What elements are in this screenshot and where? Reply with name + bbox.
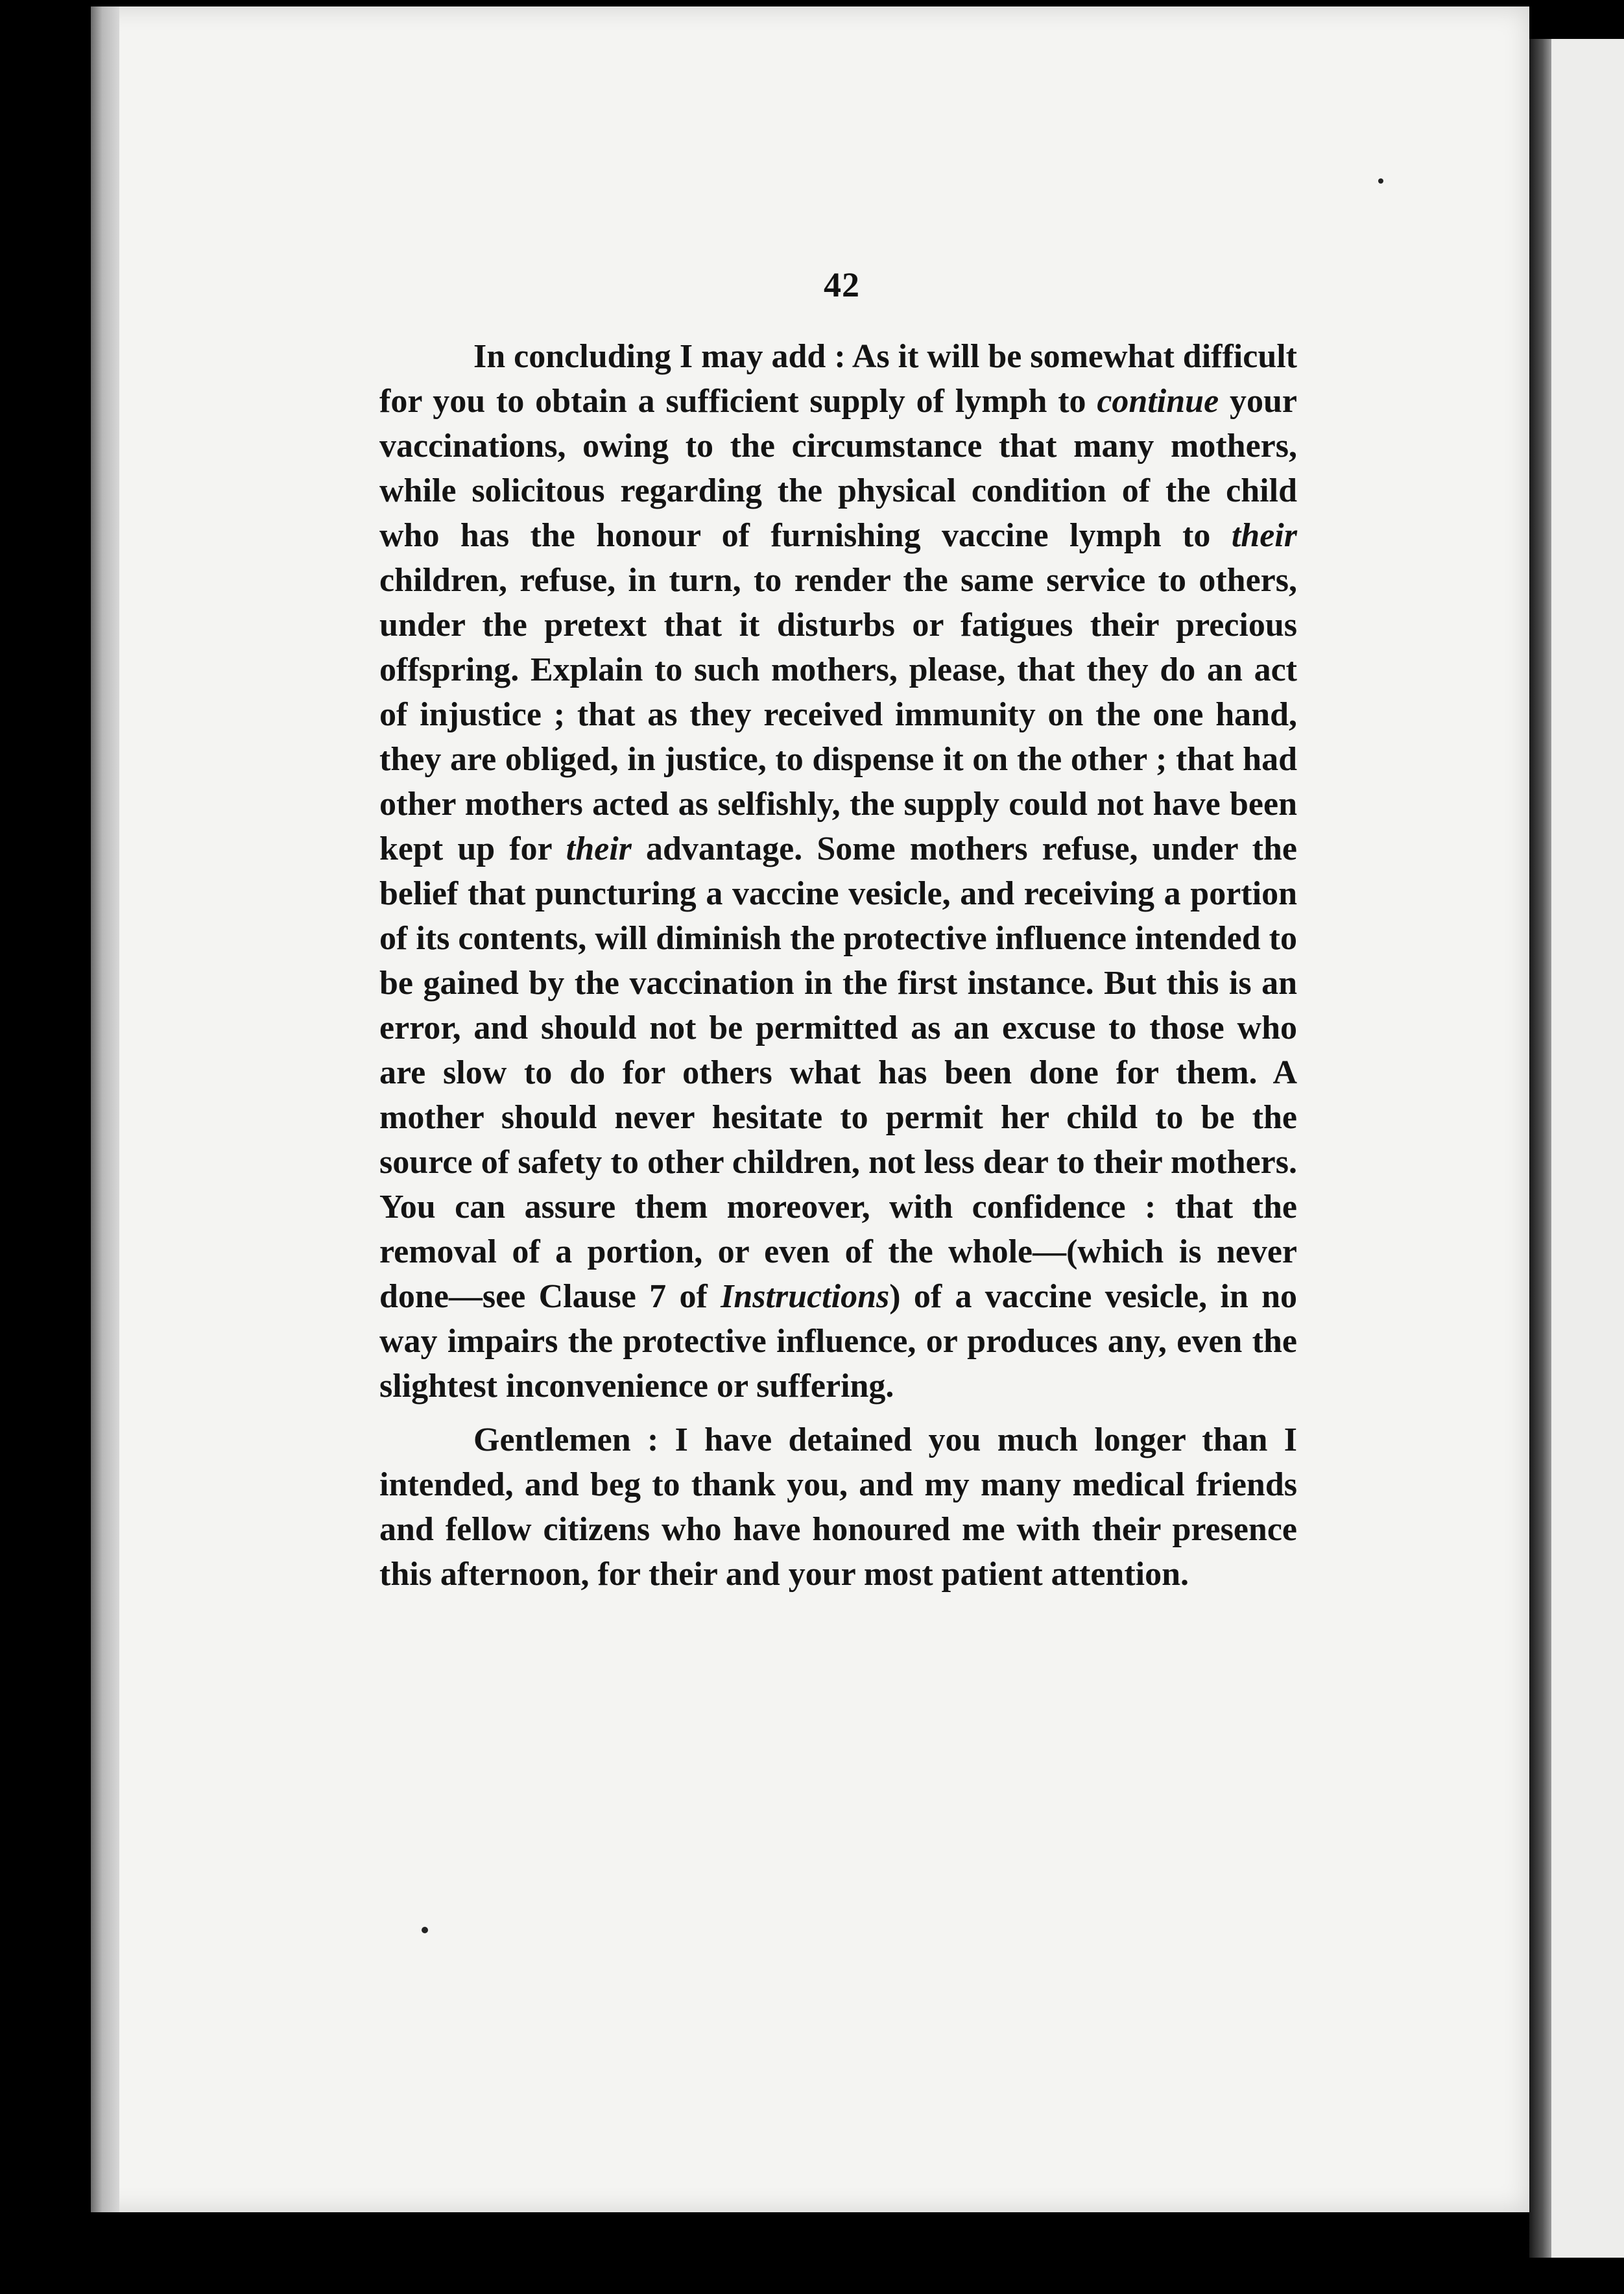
page-number: 42	[824, 265, 860, 304]
italic-run: their	[1231, 517, 1297, 554]
italic-run: their	[566, 830, 632, 867]
text-run: children, refuse, in turn, to render the same service to others, under the pretext that it disturbs or fatigues their precious offspring. Explain to such mothers, please, that they do an act of injustice ; that as they received immunity on the one hand, they are obliged, in justice, to dispense it on the other ; that had other mothers acted as selfishly, the supply could not have been kept up for	[379, 562, 1297, 867]
body-text	[379, 334, 1297, 1597]
text-run: your vaccinations, owing to the circumstance that many mothers, while solicitous regarding the physical condition of the child who has the honour of furnishing vaccine lymph to	[379, 383, 1297, 554]
page-gutter-shadow	[1529, 39, 1551, 2258]
text-run: In concluding I may add : As it will be somewhat difficult for you to obtain a sufficient supply of lymph to	[379, 338, 1297, 420]
paragraph-gentlemen	[379, 1418, 1297, 1597]
italic-run: Instructions	[721, 1278, 890, 1315]
paragraph-concluding	[379, 334, 1297, 1408]
text-run: advantage. Some mothers refuse, under the belief that puncturing a vaccine vesicle, and receiving a portion of its contents, will diminish the protective influence intended to be gained by the vaccination in the first instance. But this is an error, and should not be permitted as an excuse to those who are slow to do for others what has been done for them. A mother should never hesitate to permit her child to be the source of safety to other children, not less dear to their mothers. You can assure them moreover, with confidence : that the removal of a portion, or even of the whole—(which is never done—see Clause 7 of	[379, 830, 1297, 1315]
scan-speck	[422, 1927, 428, 1933]
scan-speck	[1378, 178, 1383, 184]
text-run: Gentlemen : I have detained you much longer than I intended, and beg to thank you, and my many medical friends and fellow citizens who have honoured me with their presence this afternoon, for their and your most patient attention.	[379, 1421, 1297, 1593]
page-left-edge	[91, 6, 119, 2212]
italic-run: continue	[1097, 383, 1219, 420]
text-run: ) of a vaccine vesicle, in no way impairs the protective influence, or produces any, even the slightest inconvenience or suffering.	[379, 1278, 1297, 1405]
